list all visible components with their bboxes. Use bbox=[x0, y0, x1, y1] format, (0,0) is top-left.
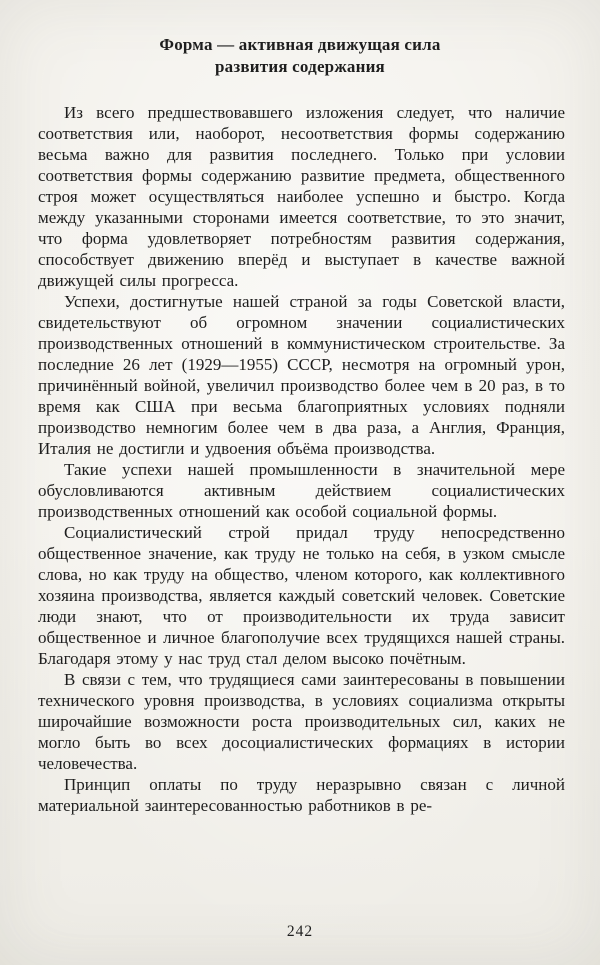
chapter-heading bbox=[0, 0, 600, 79]
paragraph: Такие успехи нашей промышленности в значительной мере обусловливаются активным действием социалистических производственных отношений как особой социальной формы. bbox=[38, 459, 565, 521]
paragraph: В связи с тем, что трудящиеся сами заинтересованы в повышении технического уровня производства, в условиях социализма открыты широчайшие возможности роста производительных сил, каких не могло быть во всех досоциалистических формациях в истории человечества. bbox=[38, 669, 565, 773]
paragraph: Социалистический строй придал труду непосредственно общественное значение, как труду не только на себя, в узком смысле слова, но как труду на общество, членом которого, как коллективного хозяина производства, является каждый советский человек. Советские люди знают, что от производительности их труда зависит общественное и личное благополучие всех трудящихся нашей страны. Благодаря этому у нас труд стал делом высоко почётным. bbox=[38, 522, 565, 668]
paragraph: Из всего предшествовавшего изложения следует, что наличие соответствия или, наоборот, несоответствия формы содержанию весьма важно для развития последнего. Только при условии соответствия формы содержанию развитие предмета, общественного строя может осуществляться наиболее успешно и быстро. Когда между указанными сторонами имеется соответствие, то это значит, что форма удовлетворяет потребностям развития содержания, способствует движению вперёд и выступает в качестве важной движущей силы прогресса. bbox=[38, 102, 565, 290]
chapter-heading-line-1: Форма — активная движущая сила bbox=[159, 35, 441, 54]
paragraph: Принцип оплаты по труду неразрывно связан с личной материальной заинтересованностью работников в ре- bbox=[38, 774, 565, 815]
chapter-heading-line-2: развития содержания bbox=[215, 57, 385, 77]
page-number: 242 bbox=[286, 923, 314, 940]
paragraph: Успехи, достигнутые нашей страной за годы Советской власти, свидетельствуют об огромном значении социалистических производственных отношений в коммунистическом строительстве. За последние 26 лет (1929—1955) СССР, несмотря на огромный урон, причинённый войной, увеличил производство более чем в 20 раз, в то время как США при весьма благоприятных условиях подняли производство немногим более чем в два раза, а Англия, Франция, Италия не достигли и удвоения объёма производства. bbox=[38, 291, 565, 458]
page-body bbox=[0, 79, 600, 816]
